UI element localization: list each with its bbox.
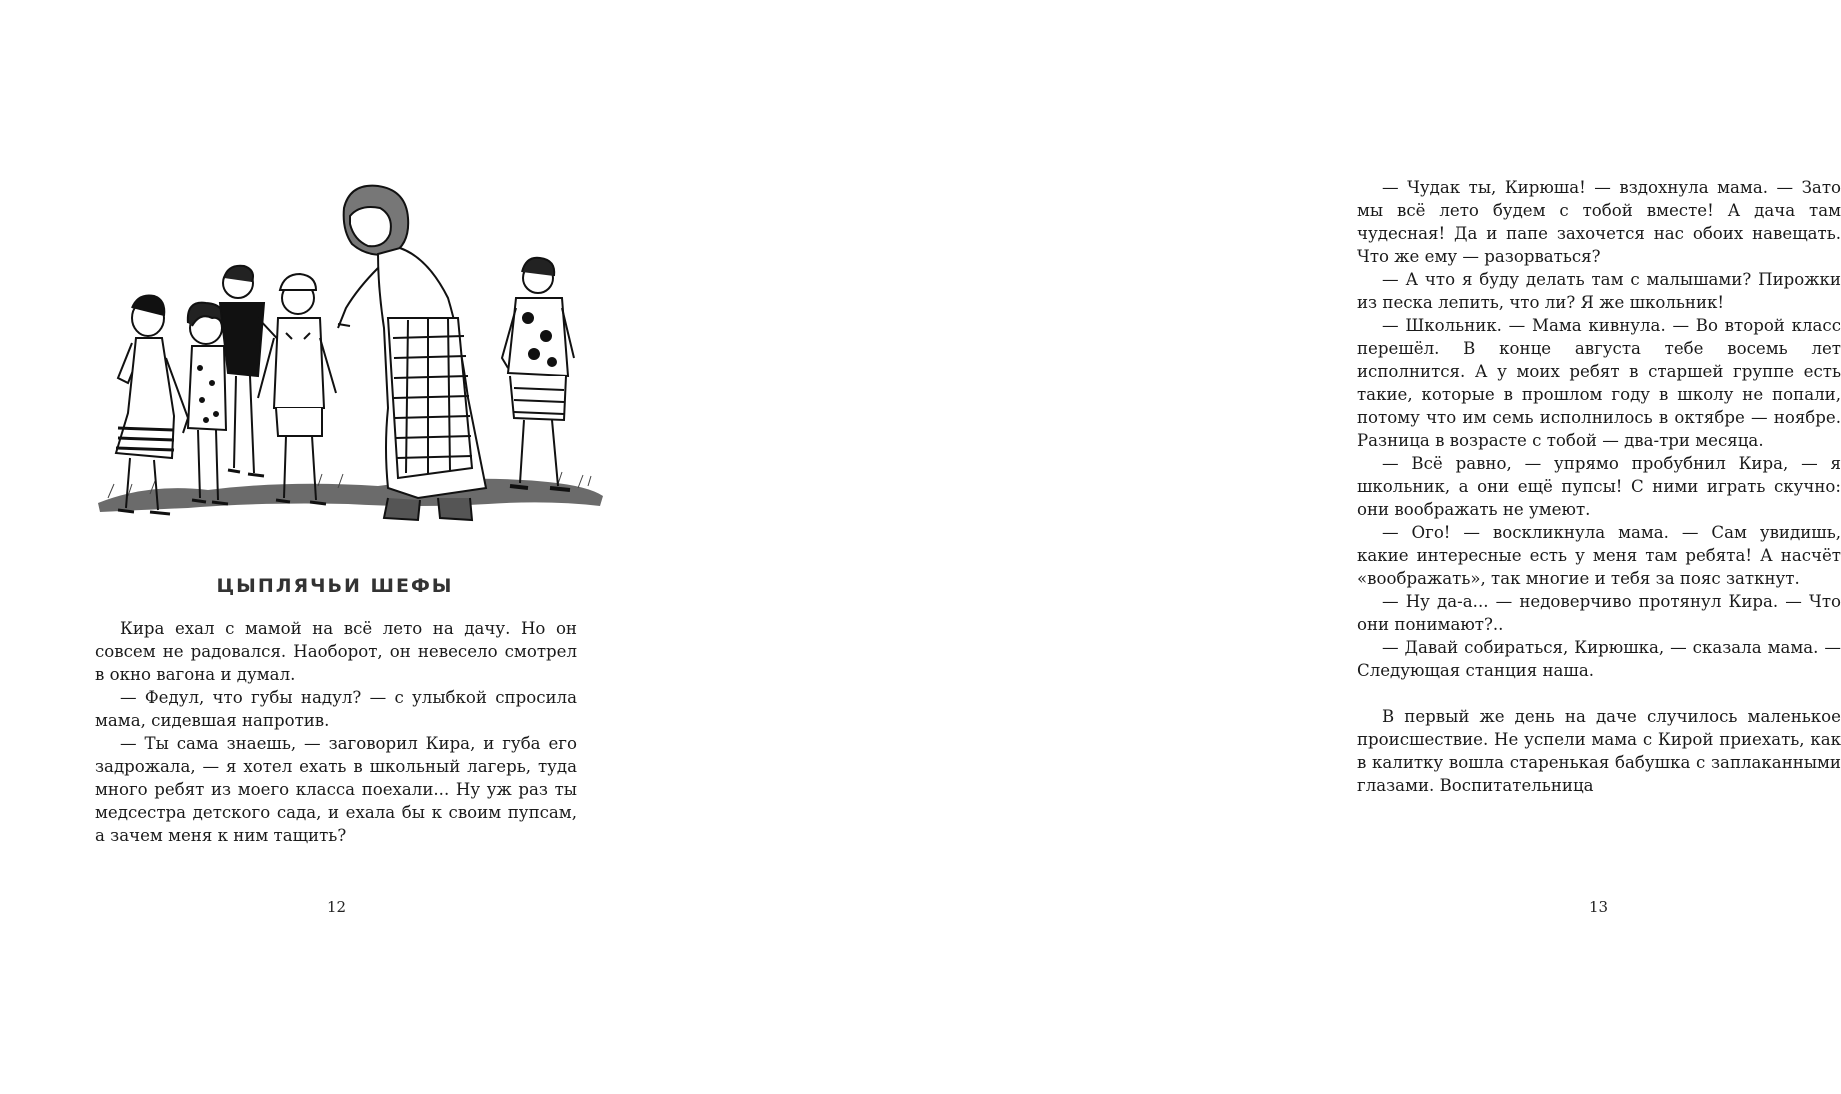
page-number-right: 13 bbox=[1589, 898, 1609, 916]
paragraph: — Школьник. — Мама кивнула. — Во второй класс перешёл. В конце августа тебе восемь лет исполнится. А у моих ребят в старшей группе есть такие, которые в прошлом году в школу не попали, потому что им семь исполнилось в октябре — ноябре. Разница в возрасте с тобой — два-три месяца. bbox=[1357, 316, 1841, 450]
paragraph: — Всё равно, — упрямо пробубнил Кира, — я школьник, а они ещё пупсы! С ними играть скучно: они воображать не умеют. bbox=[1357, 454, 1841, 519]
left-page-text bbox=[95, 617, 577, 847]
paragraph: — А что я буду делать там с малышами? Пирожки из песка лепить, что ли? Я же школьник! bbox=[1357, 270, 1841, 312]
paragraph: В первый же день на даче случилось маленькое происшествие. Не успели мама с Кирой приехать, как в калитку вошла старенькая бабушка с заплаканными глазами. Воспитательница bbox=[1357, 707, 1841, 795]
paragraph: Кира ехал с мамой на всё лето на дачу. Но он совсем не радовался. Наоборот, он невесело смотрел в окно вагона и думал. bbox=[95, 619, 577, 684]
right-page-text bbox=[1357, 176, 1841, 797]
paragraph: — Федул, что губы надул? — с улыбкой спросила мама, сидевшая напротив. bbox=[95, 688, 577, 730]
page-number-left: 12 bbox=[327, 898, 347, 916]
paragraph: — Чудак ты, Кирюша! — вздохнула мама. — Зато мы всё лето будем с тобой вместе! А дача там чудесная! Да и папе захочется нас обоих навещать. Что же ему — разорваться? bbox=[1357, 178, 1841, 266]
paragraph: — Ого! — воскликнула мама. — Сам увидишь, какие интересные есть у меня там ребята! А насчёт «воображать», так многие и тебя за пояс заткнут. bbox=[1357, 523, 1841, 588]
left-page bbox=[0, 0, 645, 1094]
paragraph: — Давай собираться, Кирюшка, — сказала мама. — Следующая станция наша. bbox=[1357, 638, 1841, 680]
illustration-old-woman-and-children bbox=[88, 168, 608, 553]
right-page bbox=[645, 0, 1841, 1094]
paragraph: — Ну да-а... — недоверчиво протянул Кира. — Что они понимают?.. bbox=[1357, 592, 1841, 634]
chapter-title: ЦЫПЛЯЧЬИ ШЕФЫ bbox=[216, 575, 454, 597]
paragraph: — Ты сама знаешь, — заговорил Кира, и губа его задрожала, — я хотел ехать в школьный лагерь, туда много ребят из моего класса поехали... Ну уж раз ты медсестра детского сада, и ехала бы к своим пупсам, а зачем меня к ним тащить? bbox=[95, 734, 577, 845]
